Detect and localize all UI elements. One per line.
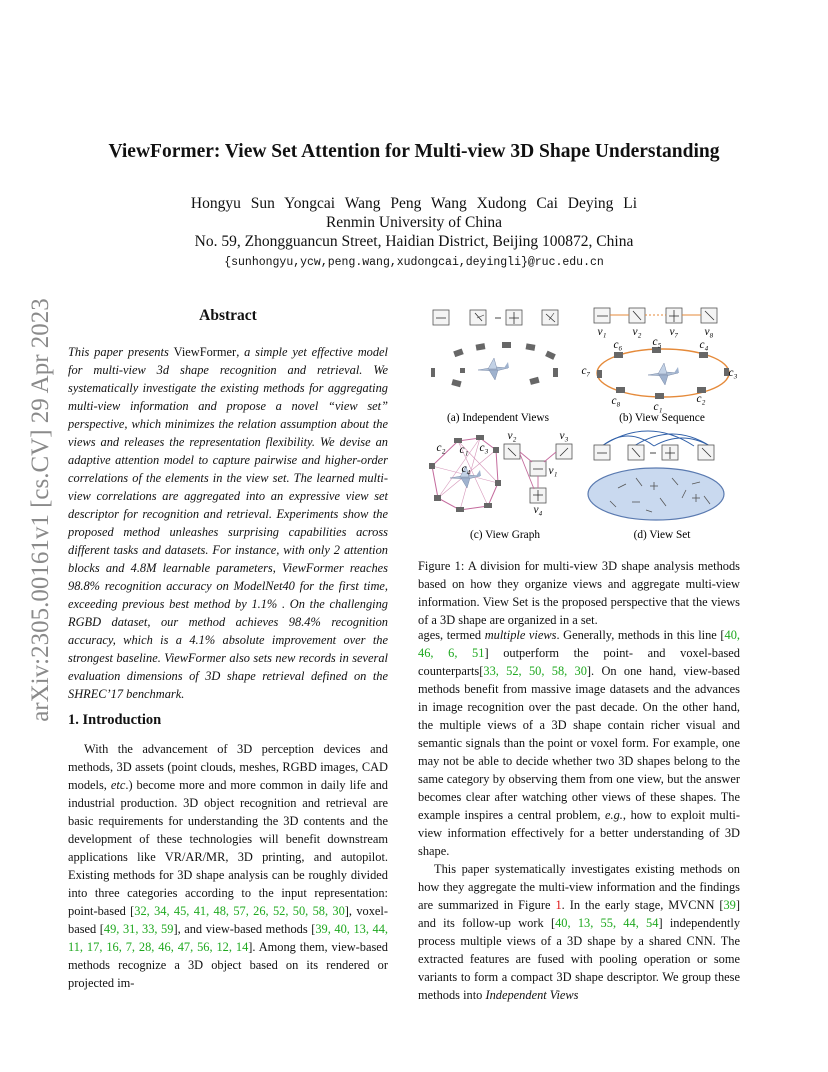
svg-text:c₁: c₁ — [459, 444, 469, 456]
figure-1-caption: Figure 1: A division for multi-view 3D shape analysis methods based on how they organize views and aggregate multi-view information. View Set is the proposed perspective that the views of a 3D shape are organized in a set. — [418, 559, 740, 627]
svg-text:c₇: c₇ — [581, 365, 591, 377]
address: No. 59, Zhongguancun Street, Haidian District, Beijing 100872, China — [194, 233, 634, 250]
citation-links[interactable]: 49, 31, 33, 59 — [103, 922, 174, 936]
svg-text:c₄: c₄ — [461, 463, 471, 475]
svg-text:v₁: v₁ — [548, 465, 558, 477]
svg-text:v₁: v₁ — [597, 326, 607, 338]
svg-text:v₄: v₄ — [533, 504, 543, 516]
author-emails: {sunhongyu,ycw,peng.wang,xudongcai,deyingli}@ruc.edu.cn — [224, 256, 604, 269]
citation-links[interactable]: 39, 40, 13, 44, 11, 17, 16, 7, 28, 46, 47, 56, 12, 14 — [68, 922, 388, 954]
svg-text:v₂: v₂ — [507, 430, 517, 442]
svg-text:c₈: c₈ — [611, 395, 621, 407]
abstract-heading: Abstract — [199, 307, 257, 324]
svg-text:c₃: c₃ — [728, 367, 738, 379]
subfigure-a-label: (a) Independent Views — [446, 412, 550, 424]
paragraph: This paper systematically investigates existing methods on how they aggregate the multi-view information and the findings are summarized in Figure 1. In the early stage, MVCNN [39] and its follow-up work [40, 13, 55, 44, 54] independently process multiple views of a 3D shape by a shared CNN. The extracted features are fused with pooling operation or some variants to form a compact 3D shape descriptor. We group these methods into Independent Views — [418, 862, 741, 1002]
subfigure-c-label: (c) View Graph — [469, 529, 541, 541]
paragraph: ages, termed multiple views. Generally, methods in this line [40, 46, 6, 51] outperform the point- and voxel-based counterparts[33, 52, 50, 58, 30]. On one hand, view-based methods benefit from massive image datasets and the advances in image recognition over the past decade. On the other hand, the multiple views of a 3D shape contain richer visual and semantic signals than the point or voxel form. For example, one may not be able to decide whether two 3D shapes belong to the same category by observing them from one view, but the answer becomes clear after watching other views of these shapes. The example inspires a central problem, e.g., how to exploit multi-view information effectively for a better understanding of 3D shape. — [418, 628, 741, 858]
svg-text:c₄: c₄ — [699, 339, 709, 351]
svg-text:c₂: c₂ — [696, 393, 706, 405]
arxiv-identifier — [20, 250, 62, 770]
view-set-panel — [588, 431, 724, 541]
independent-views-panel — [431, 310, 558, 424]
svg-text:c₁: c₁ — [653, 401, 663, 413]
svg-text:c₆: c₆ — [613, 339, 623, 351]
citation-links[interactable]: 40, 13, 55, 44, 54 — [555, 916, 659, 930]
svg-text:c₃: c₃ — [479, 442, 489, 454]
view-sequence-panel — [582, 308, 738, 424]
citation-links[interactable]: 32, 34, 45, 41, 48, 57, 26, 52, 50, 58, 30 — [134, 904, 345, 918]
right-column-text — [418, 626, 740, 1004]
figure-reference-link[interactable]: 1 — [555, 898, 562, 912]
author-list: Hongyu Sun Yongcai Wang Peng Wang Xudong Cai Deying Li — [190, 195, 638, 212]
subfigure-b-label: (b) View Sequence — [619, 412, 705, 424]
svg-text:c₂: c₂ — [436, 442, 446, 454]
figure-1-diagram — [418, 298, 740, 548]
svg-text:c₅: c₅ — [652, 336, 662, 348]
abstract-body: This paper presents ViewFormer, a simple yet effective model for multi-view 3d shape recognition and retrieval. We systematically investigate the existing methods for aggregating multi-view information and propose a novel “view set” perspective, which minimizes the relation assumption about the views and releases the representation flexibility. We devise an adaptive attention model to capture pairwise and higher-order correlations of the elements in the view set. The learned multi-view correlations are aggregated into an expressive view set descriptor for recognition and retrieval. Experiments show the proposed method unleashes surprising capabilities across different tasks and datasets. For instance, with only 2 attention blocks and 4.8M learnable parameters, ViewFormer reaches 98.8% recognition accuracy on ModelNet40 for the first time, exceeding previous best method by 1.1% . On the challenging RGBD dataset, our method achieves 98.4% recognition accuracy, which is a 4.1% absolute improvement over the strongest baseline. ViewFormer also sets new records in several evaluation dimensions of 3D shape retrieval defined on the SHREC’17 benchmark. — [68, 345, 389, 701]
svg-text:v₈: v₈ — [704, 326, 714, 338]
subfigure-d-label: (d) View Set — [633, 529, 691, 541]
introduction-heading: 1. Introduction — [68, 712, 162, 728]
arxiv-identifier-text: arXiv:2305.00161v1 [cs.CV] 29 Apr 2023 — [27, 298, 54, 722]
view-graph-panel — [429, 430, 572, 541]
svg-text:v₃: v₃ — [559, 430, 569, 442]
citation-links[interactable]: 33, 52, 50, 58, 30 — [483, 664, 587, 678]
svg-text:v₂: v₂ — [632, 326, 642, 338]
introduction-body: With the advancement of 3D perception devices and methods, 3D assets (point clouds, meshes, RGBD images, CAD models, etc.) become more and more common in daily life and industrial production. 3D object recognition and retrieval are basic requirements for understanding the 3D contents and the development of these technologies will benefit downstream applications like VR/AR/MR, 3D printing, and autopilot. Existing methods for 3D shape analysis can be roughly divided into three categories according to the input representation: point-based [32, 34, 45, 41, 48, 57, 26, 52, 50, 58, 30], voxel-based [49, 31, 33, 59], and view-based methods [39, 40, 13, 44, 11, 17, 16, 7, 28, 46, 47, 56, 12, 14]. Among them, view-based methods recognize a 3D object based on its rendered or projected im- — [68, 742, 388, 990]
svg-text:v₇: v₇ — [669, 326, 679, 338]
paper-title: ViewFormer: View Set Attention for Multi-view 3D Shape Understanding — [108, 141, 720, 162]
affiliation: Renmin University of China — [325, 214, 503, 231]
citation-links[interactable]: 39 — [723, 898, 736, 912]
citation-links[interactable]: 40, 46, 6, 51 — [418, 628, 741, 660]
